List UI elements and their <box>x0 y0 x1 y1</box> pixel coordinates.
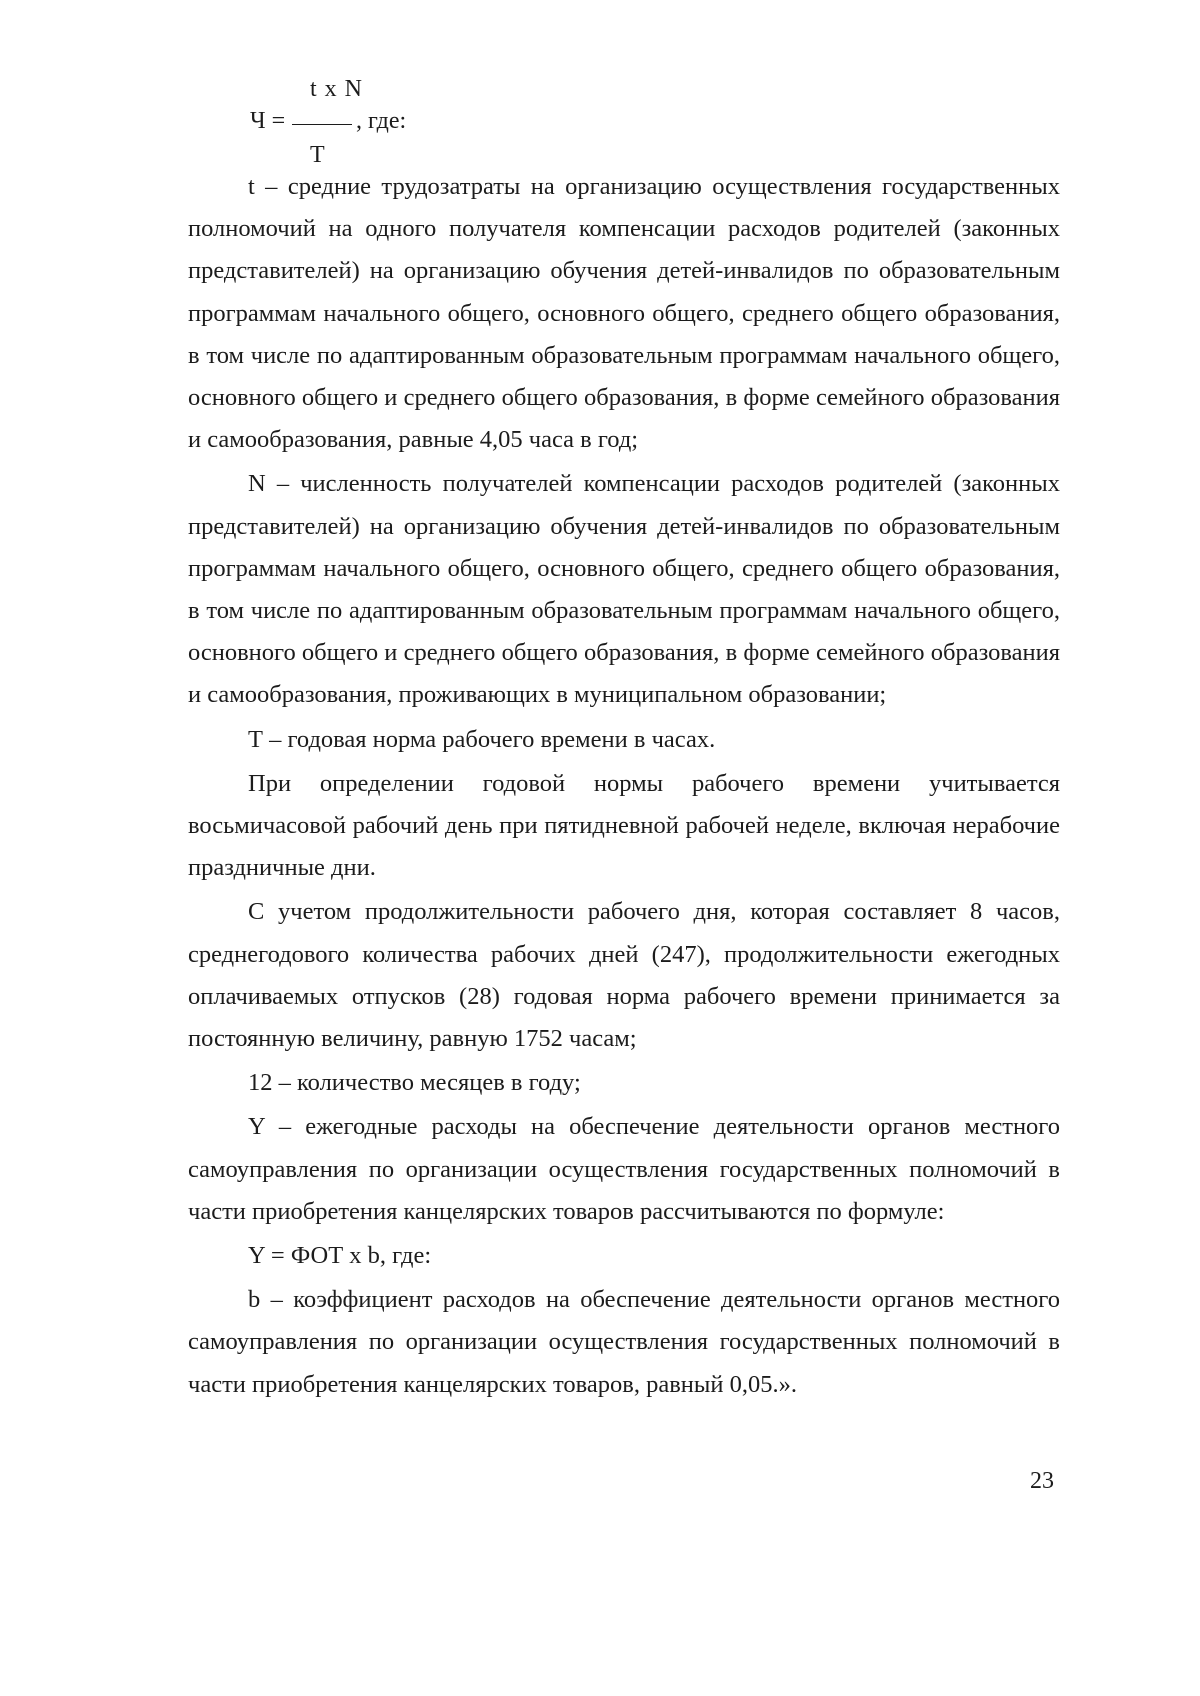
formula-block <box>250 70 550 170</box>
paragraph-b-definition: b – коэффициент расходов на обеспечение деятельности органов местного самоуправления по организации осуществления государственных полномочий в части приобретения канцелярских товаров, равный 0,05.». <box>188 1286 1060 1398</box>
fraction-bar <box>292 124 352 125</box>
paragraph-work-day-calculation: С учетом продолжительности рабочего дня, которая составляет 8 часов, среднегодового количества рабочих дней (247), продолжительности ежегодных оплачиваемых отпусков (28) годовая норма рабочего времени принимается за постоянную величину, равную 1752 часам; <box>188 898 1060 1053</box>
formula-lhs: Ч = <box>250 108 286 134</box>
paragraph-months: 12 – количество месяцев в году; <box>248 1069 581 1097</box>
paragraph-t-norm: Т – годовая норма рабочего времени в часах. <box>248 725 716 753</box>
paragraph-t-definition: t – средние трудозатраты на организацию осуществления государственных полномочий на одного получателя компенсации расходов родителей (законных представителей) на организацию обучения детей-инвалидов по образовательным программам начального общего, основного общего, среднего общего образования, в том числе по адаптированным образовательным программам начального общего, основного общего и среднего общего образования, в форме семейного образования и самообразования, равные 4,05 часа в год; <box>188 173 1060 454</box>
formula-numerator: t x N <box>310 76 363 102</box>
formula-denominator: Т <box>310 142 325 168</box>
paragraph-norm-determination: При определении годовой нормы рабочего времени учитывается восьмичасовой рабочий день при пятидневной рабочей неделе, включая нерабочие праздничные дни. <box>188 769 1060 882</box>
formula-suffix: , где: <box>356 108 407 134</box>
paragraph-y-definition: Y – ежегодные расходы на обеспечение деятельности органов местного самоуправления по организации осуществления государственных полномочий в части приобретения канцелярских товаров рассчитываются по формуле: <box>188 1113 1060 1225</box>
page-number: 23 <box>1030 1468 1054 1494</box>
paragraph-y-formula: Y = ФОТ x b, где: <box>248 1242 432 1270</box>
body-text <box>188 166 1060 1406</box>
paragraph-n-definition: N – численность получателей компенсации расходов родителей (законных представителей) на организацию обучения детей-инвалидов по образовательным программам начального общего, основного общего, среднего общего образования, в том числе по адаптированным образовательным программам начального общего, основного общего и среднего общего образования, в форме семейного образования и самообразования, проживающих в муниципальном образовании; <box>188 470 1060 709</box>
